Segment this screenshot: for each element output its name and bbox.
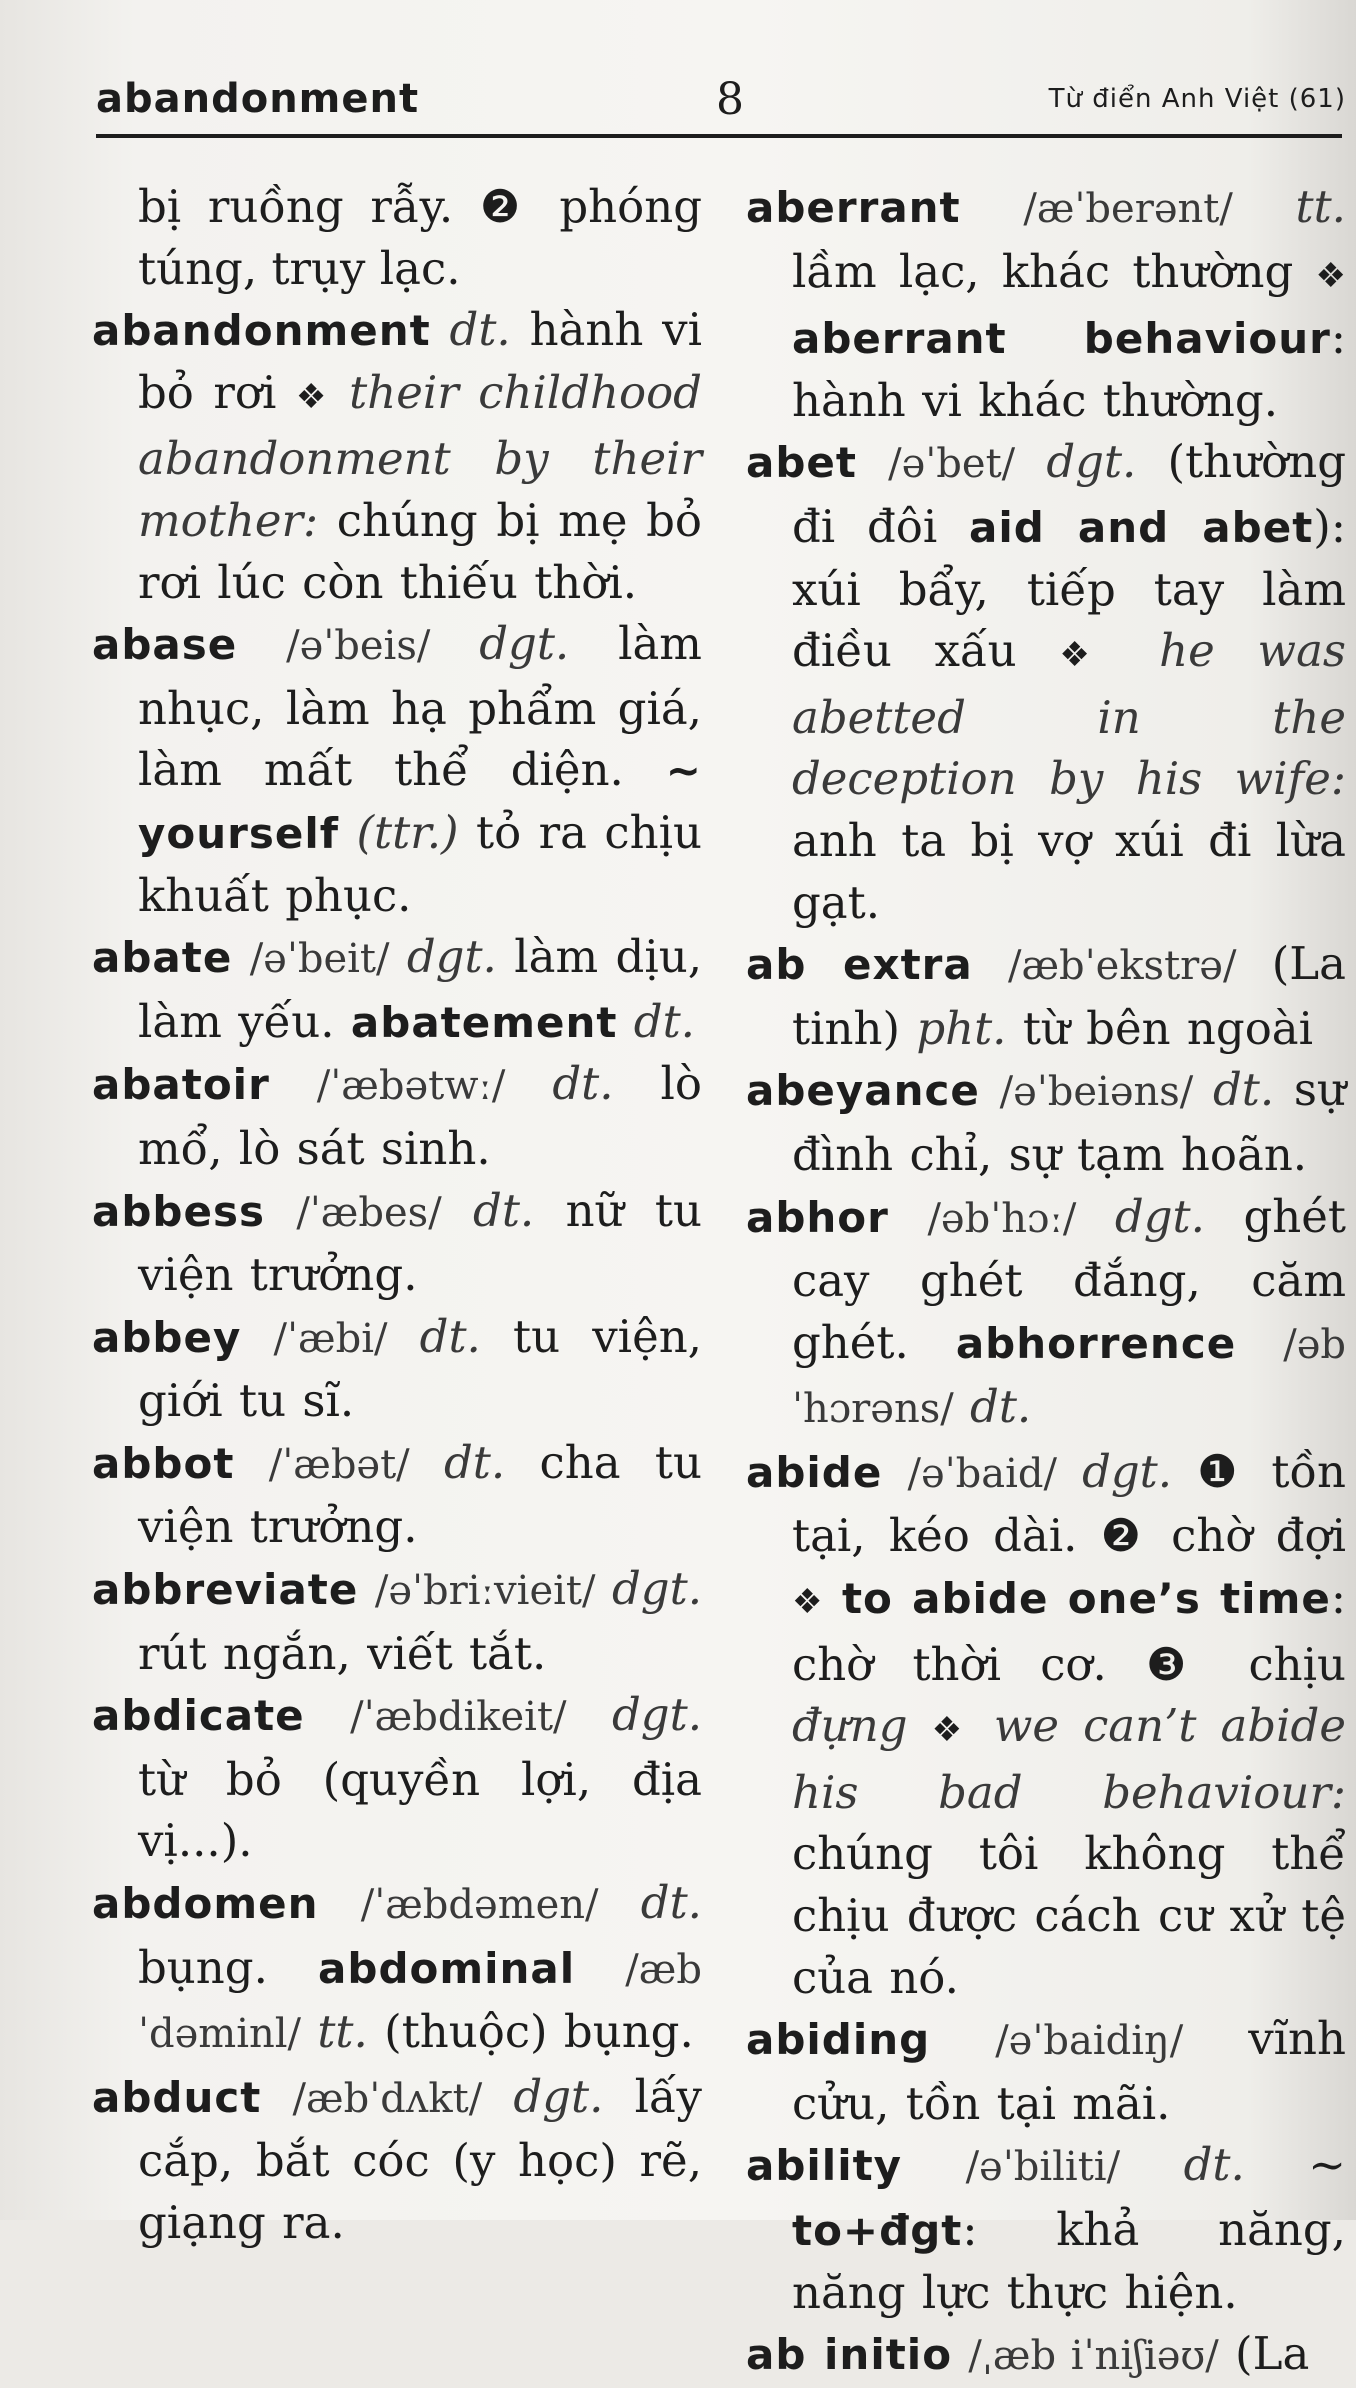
part-of-speech: dgt. <box>1114 1189 1205 1243</box>
definition: tu viện, giới tu sĩ. <box>138 1309 702 1428</box>
example: he was abetted in the deception by his wife: <box>792 624 1346 806</box>
continued-entry <box>92 176 702 299</box>
part-of-speech: pht. <box>916 1001 1007 1055</box>
entry-abeyance <box>746 1059 1346 1185</box>
part-of-speech: dgt. <box>1046 435 1137 489</box>
definition-2: : chờ thời cơ. ❸ chịu <box>792 1571 1346 1691</box>
headword: abase <box>92 620 238 670</box>
headword: abbess <box>92 1186 265 1236</box>
part-of-speech: dt. <box>444 1435 506 1489</box>
definition: ❶ tồn tại, kéo dài. ❷ chờ đợi <box>792 1444 1347 1563</box>
part-of-speech-2: tt. <box>317 2005 368 2059</box>
tilde: ~ <box>1308 2138 1347 2192</box>
definition: lấy cắp, bắt cóc (y học) rẽ, giạng ra. <box>138 2069 702 2249</box>
headword: aberrant <box>746 183 961 232</box>
part-of-speech: dt. <box>473 1183 535 1237</box>
dictionary-title: Từ điển Anh Việt (61) <box>1048 84 1346 114</box>
definition: lầm lạc, khác thường <box>792 244 1294 298</box>
part-of-speech-2: (ttr.) <box>356 805 459 859</box>
entry-ab-initio <box>746 2323 1346 2388</box>
headword: ab extra <box>746 940 973 990</box>
definition: hành vi bỏ rơi <box>138 303 702 419</box>
part-of-speech: dt. <box>419 1309 481 1363</box>
headword: abdomen <box>92 1879 319 1929</box>
definition-2: ): xúi bẩy, tiếp tay làm điều xấu <box>792 499 1346 678</box>
pronunciation: /ˈæbes/ <box>296 1189 442 1236</box>
phrase: to abide one’s time <box>841 1574 1331 1624</box>
headword: abduct <box>92 2072 262 2122</box>
part-of-speech: dt. <box>552 1057 614 1111</box>
right-column <box>746 176 1346 2388</box>
headword: abatoir <box>92 1060 270 1110</box>
entry-abide <box>746 1441 1346 2008</box>
pronunciation: /əˈbeis/ <box>286 623 431 670</box>
pronunciation-2: /æbˈdəminl/ <box>138 1946 702 2058</box>
pronunciation: /əˈbiliti/ <box>965 2144 1121 2191</box>
pronunciation: /əˈbeiəns/ <box>999 1069 1194 1116</box>
part-of-speech: dgt. <box>479 617 570 671</box>
headword: abeyance <box>746 1066 980 1116</box>
derived-word: abatement <box>350 997 618 1047</box>
phrase: aid and abet <box>969 502 1314 552</box>
entry-abbot <box>92 1432 702 1558</box>
header-rule <box>96 134 1342 138</box>
headword: abet <box>746 438 857 488</box>
translation: chúng bị mẹ bỏ rơi lúc còn thiếu thời. <box>138 493 702 609</box>
entry-abandonment <box>92 299 702 613</box>
pronunciation: /əbˈhɔː/ <box>927 1195 1077 1242</box>
example: we can’t abide his bad behaviour: <box>792 1699 1346 1819</box>
derived-word: abdominal <box>318 1943 576 1993</box>
entry-abet <box>746 431 1346 933</box>
part-of-speech-2: dt. <box>633 994 695 1048</box>
entry-abduct <box>92 2066 702 2254</box>
derived-word: abhorrence <box>955 1318 1237 1368</box>
definition: rút ngắn, viết tắt. <box>138 1626 547 1680</box>
example-marker-icon: ❖ <box>1315 255 1346 296</box>
headword: abide <box>746 1447 883 1497</box>
part-of-speech: dgt. <box>612 1562 702 1616</box>
entry-abbess <box>92 1180 702 1306</box>
translation: anh ta bị vợ xúi đi lừa gạt. <box>792 813 1346 929</box>
pronunciation: /əˈbeit/ <box>249 936 390 983</box>
definition: bụng. <box>138 1940 268 1994</box>
entry-abiding <box>746 2008 1346 2134</box>
part-of-speech-2: đựng <box>792 1699 908 1753</box>
entry-ability <box>746 2134 1346 2323</box>
entry-aberrant <box>746 176 1346 431</box>
part-of-speech: tt. <box>1295 180 1346 233</box>
headword: abbreviate <box>92 1565 359 1615</box>
entry-abhor <box>746 1186 1346 1441</box>
headword: abhor <box>746 1192 889 1242</box>
pronunciation: /ˈæbdikeit/ <box>350 1694 567 1741</box>
headword: abandonment <box>92 306 431 356</box>
pronunciation: /əˈbet/ <box>888 441 1016 488</box>
pronunciation: /æbˈdʌkt/ <box>292 2075 483 2122</box>
definition: từ bên ngoài <box>1022 1001 1314 1055</box>
definition: nữ tu viện trưởng. <box>138 1183 702 1302</box>
pronunciation: /æbˈekstrə/ <box>1007 943 1237 990</box>
part-of-speech: dgt. <box>513 2069 604 2123</box>
example-marker-icon: ❖ <box>295 376 330 417</box>
guide-word: abandonment <box>96 76 420 122</box>
definition-2: tỏ ra chịu khuất phục. <box>138 805 702 922</box>
pronunciation: /ˌæb iˈniʃiəʊ/ <box>968 2333 1219 2380</box>
entry-abbey <box>92 1306 702 1432</box>
pronunciation: /æˈberənt/ <box>1023 186 1233 232</box>
example-marker-icon-2: ❖ <box>931 1710 970 1751</box>
phrase: ~ yourself <box>138 746 702 858</box>
entry-abase <box>92 613 702 926</box>
example-marker-icon: ❖ <box>1059 635 1117 676</box>
definition-2: : hành vi khác thường. <box>792 311 1346 427</box>
headword: abiding <box>746 2015 931 2065</box>
pronunciation: /ˈæbi/ <box>273 1315 388 1362</box>
definition: lò mổ, lò sát sinh. <box>138 1057 703 1175</box>
part-of-speech: dt. <box>640 1876 702 1930</box>
example: their childhood abandonment by their mother: <box>138 365 702 547</box>
pronunciation: /ˈæbətwː/ <box>316 1063 506 1110</box>
headword: abate <box>92 933 233 983</box>
pronunciation: /əˈbaid/ <box>907 1450 1057 1497</box>
part-of-speech: dt. <box>449 303 511 357</box>
headword: ab initio <box>746 2330 953 2380</box>
definition: ghét cay ghét đắng, căm ghét. <box>792 1189 1346 1369</box>
definition: vĩnh cửu, tồn tại mãi. <box>792 2012 1346 2130</box>
example-marker-icon: ❖ <box>792 1582 825 1623</box>
definition: bị ruồng rẫy. ❷ phóng túng, trụy lạc. <box>138 180 702 295</box>
pronunciation: /ˈæbdəmen/ <box>360 1882 599 1929</box>
definition: sự đình chỉ, sự tạm hoãn. <box>792 1063 1346 1181</box>
entry-abbreviate <box>92 1558 702 1684</box>
pronunciation-2: /əbˈhɔrəns/ <box>792 1321 1346 1433</box>
translation: chúng tôi không thể chịu được cách cư xử tệ của nó. <box>792 1827 1346 2004</box>
definition: từ bỏ (quyền lợi, địa vị...). <box>138 1752 702 1868</box>
headword: abbot <box>92 1438 235 1488</box>
definition: cha tu viện trưởng. <box>138 1435 702 1554</box>
headword: abdicate <box>92 1691 305 1741</box>
origin-note: (La <box>1235 2327 1310 2381</box>
phrase: aberrant behaviour <box>792 314 1331 364</box>
definition: làm nhục, làm hạ phẩm giá, làm mất thể diện. <box>138 617 702 797</box>
headword: abbey <box>92 1312 242 1362</box>
pronunciation: /əˈbaidiŋ/ <box>995 2018 1184 2065</box>
part-of-speech: dt. <box>1183 2138 1245 2192</box>
part-of-speech: dgt. <box>406 930 497 984</box>
definition: : khả năng, năng lực thực hiện. <box>792 2203 1346 2319</box>
entry-abate <box>92 926 702 1053</box>
phrase: to+đgt <box>792 2206 963 2255</box>
part-of-speech: dgt. <box>1082 1444 1173 1498</box>
entry-abdomen <box>92 1872 702 2066</box>
part-of-speech-2: dt. <box>970 1380 1032 1434</box>
entry-abatoir <box>92 1053 702 1179</box>
left-column <box>92 176 702 2254</box>
definition: làm dịu, làm yếu. <box>138 930 703 1048</box>
page-number: 8 <box>716 74 744 125</box>
entry-abdicate <box>92 1684 702 1872</box>
pronunciation: /əˈbriːvieit/ <box>374 1568 596 1615</box>
definition: (thường đi đôi <box>792 435 1346 553</box>
headword: ability <box>746 2141 903 2191</box>
pronunciation: /ˈæbət/ <box>268 1441 410 1488</box>
definition-2: (thuộc) bụng. <box>384 2005 694 2059</box>
page-header <box>96 72 1346 138</box>
part-of-speech: dt. <box>1213 1063 1275 1117</box>
entry-ab-extra <box>746 933 1346 1059</box>
origin-note: (La tinh) <box>792 937 1346 1055</box>
part-of-speech: dgt. <box>612 1688 702 1742</box>
